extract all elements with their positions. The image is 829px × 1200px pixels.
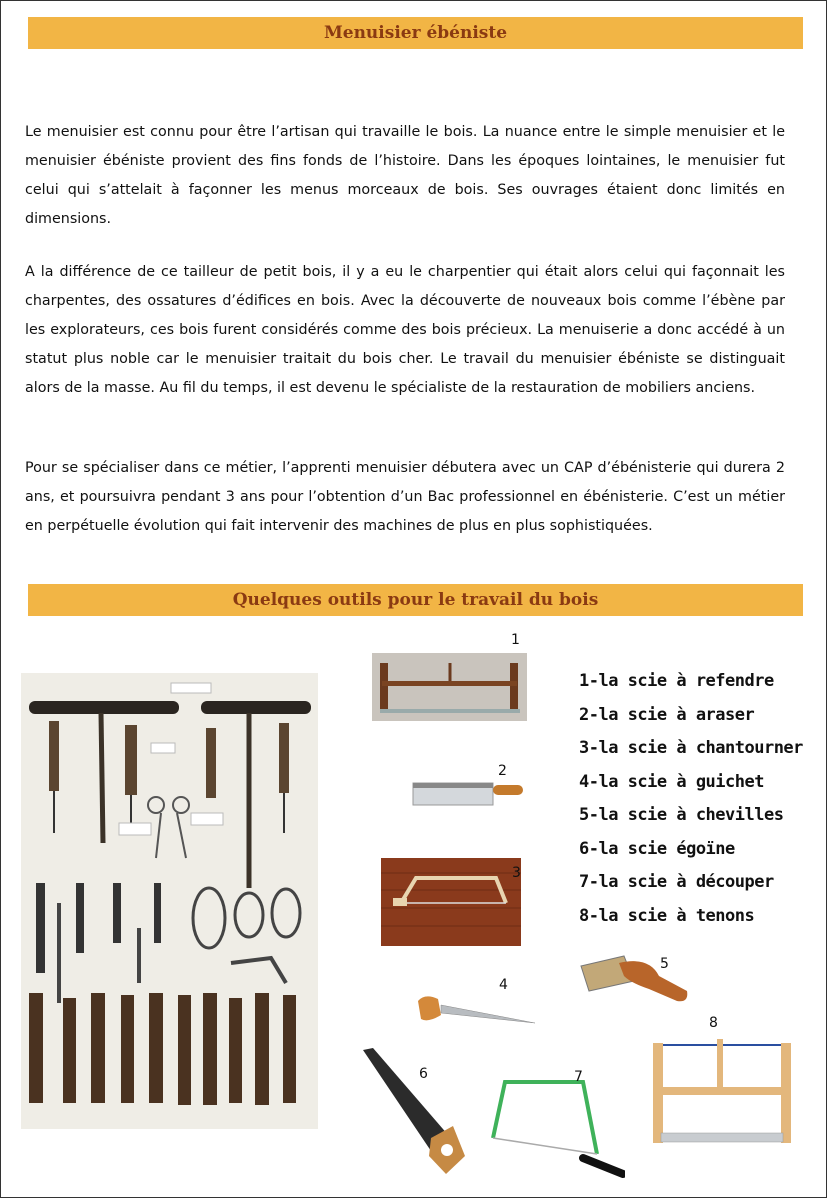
figure-number-6: 6 — [419, 1066, 428, 1082]
saw-araser-image — [411, 779, 526, 809]
figure-number-5: 5 — [660, 956, 669, 972]
saw-decouper-image — [485, 1076, 625, 1181]
tool-board-image — [21, 673, 318, 1129]
figure-number-1: 1 — [511, 632, 520, 648]
paragraph-2: A la différence de ce tailleur de petit bois, il y a eu le charpentier qui était alors celui qui façonnait les charpentes, des ossatures d’édifices en bois. Avec la découverte de nouveaux bois comme l’ébène par les explorateurs, ces bois furent considérés comme des bois précieux. La menuiserie a donc accédé à un statut plus noble car le menuisier traitait du bois cher. Le travail du menuisier ébéniste se distinguait alors de la masse. Au fil du temps, il est devenu le spécialiste de la restauration de mobiliers anciens. — [25, 264, 785, 396]
tools-section-title: Quelques outils pour le travail du bois — [28, 584, 803, 616]
figure-number-7: 7 — [574, 1069, 583, 1085]
list-item: 2-la scie à araser — [579, 704, 755, 725]
list-item: 3-la scie à chantourner — [579, 738, 803, 758]
figure-number-2: 2 — [498, 763, 507, 779]
list-item: 6-la scie égoïne — [579, 838, 735, 859]
list-item: 8-la scie à tenons — [579, 905, 755, 926]
list-item: 7-la scie à découper — [579, 872, 774, 892]
saw-chevilles-image — [579, 951, 691, 1009]
figure-number-3: 3 — [512, 865, 521, 881]
saw-refendre-image — [372, 653, 527, 721]
saw-egoine-image — [361, 1046, 469, 1176]
list-item: 4-la scie à guichet — [579, 771, 764, 792]
figure-number-4: 4 — [499, 977, 508, 993]
saw-guichet-image — [413, 993, 538, 1028]
paragraph-1: Le menuisier est connu pour être l’artisan qui travaille le bois. La nuance entre le simple menuisier et le menuisier ébéniste provient des fins fonds de l’histoire. Dans les époques lointaines, le menuisier fut celui qui s’attelait à façonner les menus morceaux de bois. Ses ouvrages étaient donc limités en dimensions. — [25, 124, 785, 227]
list-item: 1-la scie à refendre — [579, 671, 774, 691]
figure-number-8: 8 — [709, 1015, 718, 1031]
list-item: 5-la scie à chevilles — [579, 805, 784, 825]
page-title: Menuisier ébéniste — [28, 17, 803, 49]
saw-tenons-image — [651, 1037, 793, 1147]
saw-list — [579, 665, 803, 933]
saw-chantourner-image — [381, 858, 521, 946]
paragraph-3: Pour se spécialiser dans ce métier, l’apprenti menuisier débutera avec un CAP d’ébénisterie qui durera 2 ans, et poursuivra pendant 3 ans pour l’obtention d’un Bac professionnel en ébénisterie. C’est un métier en perpétuelle évolution qui fait intervenir des machines de plus en plus sophistiquées. — [25, 460, 785, 534]
